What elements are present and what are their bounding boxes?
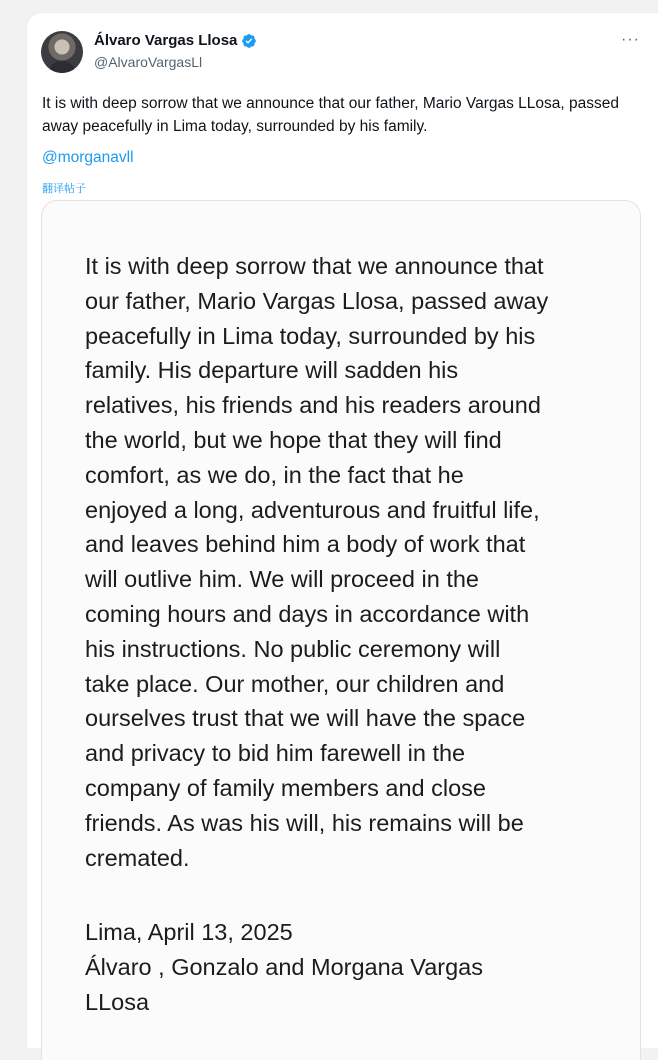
statement-place-date: Lima, April 13, 2025	[85, 919, 293, 945]
author-name-row	[94, 32, 257, 49]
attached-image[interactable]	[41, 200, 641, 1060]
statement-closing	[85, 915, 630, 1020]
author-display-name[interactable]: Álvaro Vargas Llosa	[94, 32, 238, 49]
more-options-icon[interactable]: ···	[621, 31, 640, 48]
tweet-text: It is with deep sorrow that we announce that our father, Mario Vargas LLosa, passed away peacefully in Lima today, surrounded by his family.	[42, 95, 619, 135]
tweet-card[interactable]	[26, 12, 658, 1048]
author-handle[interactable]: @AlvaroVargasLl	[94, 54, 203, 70]
statement-body: It is with deep sorrow that we announce that our father, Mario Vargas Llosa, passed away peacefully in Lima today, surrounded by his family. His departure will sadden his relatives, his friends and his readers around the world, but we hope that they will find comfort, as we do, in the fact that he enjoyed a long, adventurous and fruitful life, and leaves behind him a body of work that will outlive him. We will proceed in the coming hours and days in accordance with his instructions. No public ceremony will take place. Our mother, our children and ourselves trust that we will have the space and privacy to bid him farewell in the company of family members and close friends. As was his will, his remains will be cremated.	[85, 253, 549, 871]
translate-post-link[interactable]: 翻译帖子	[42, 183, 86, 195]
statement-signatories: Álvaro , Gonzalo and Morgana Vargas LLosa	[85, 954, 483, 1015]
verified-badge-icon	[241, 33, 257, 49]
avatar[interactable]	[41, 31, 83, 73]
mention-link[interactable]: @morganavll	[42, 149, 134, 166]
